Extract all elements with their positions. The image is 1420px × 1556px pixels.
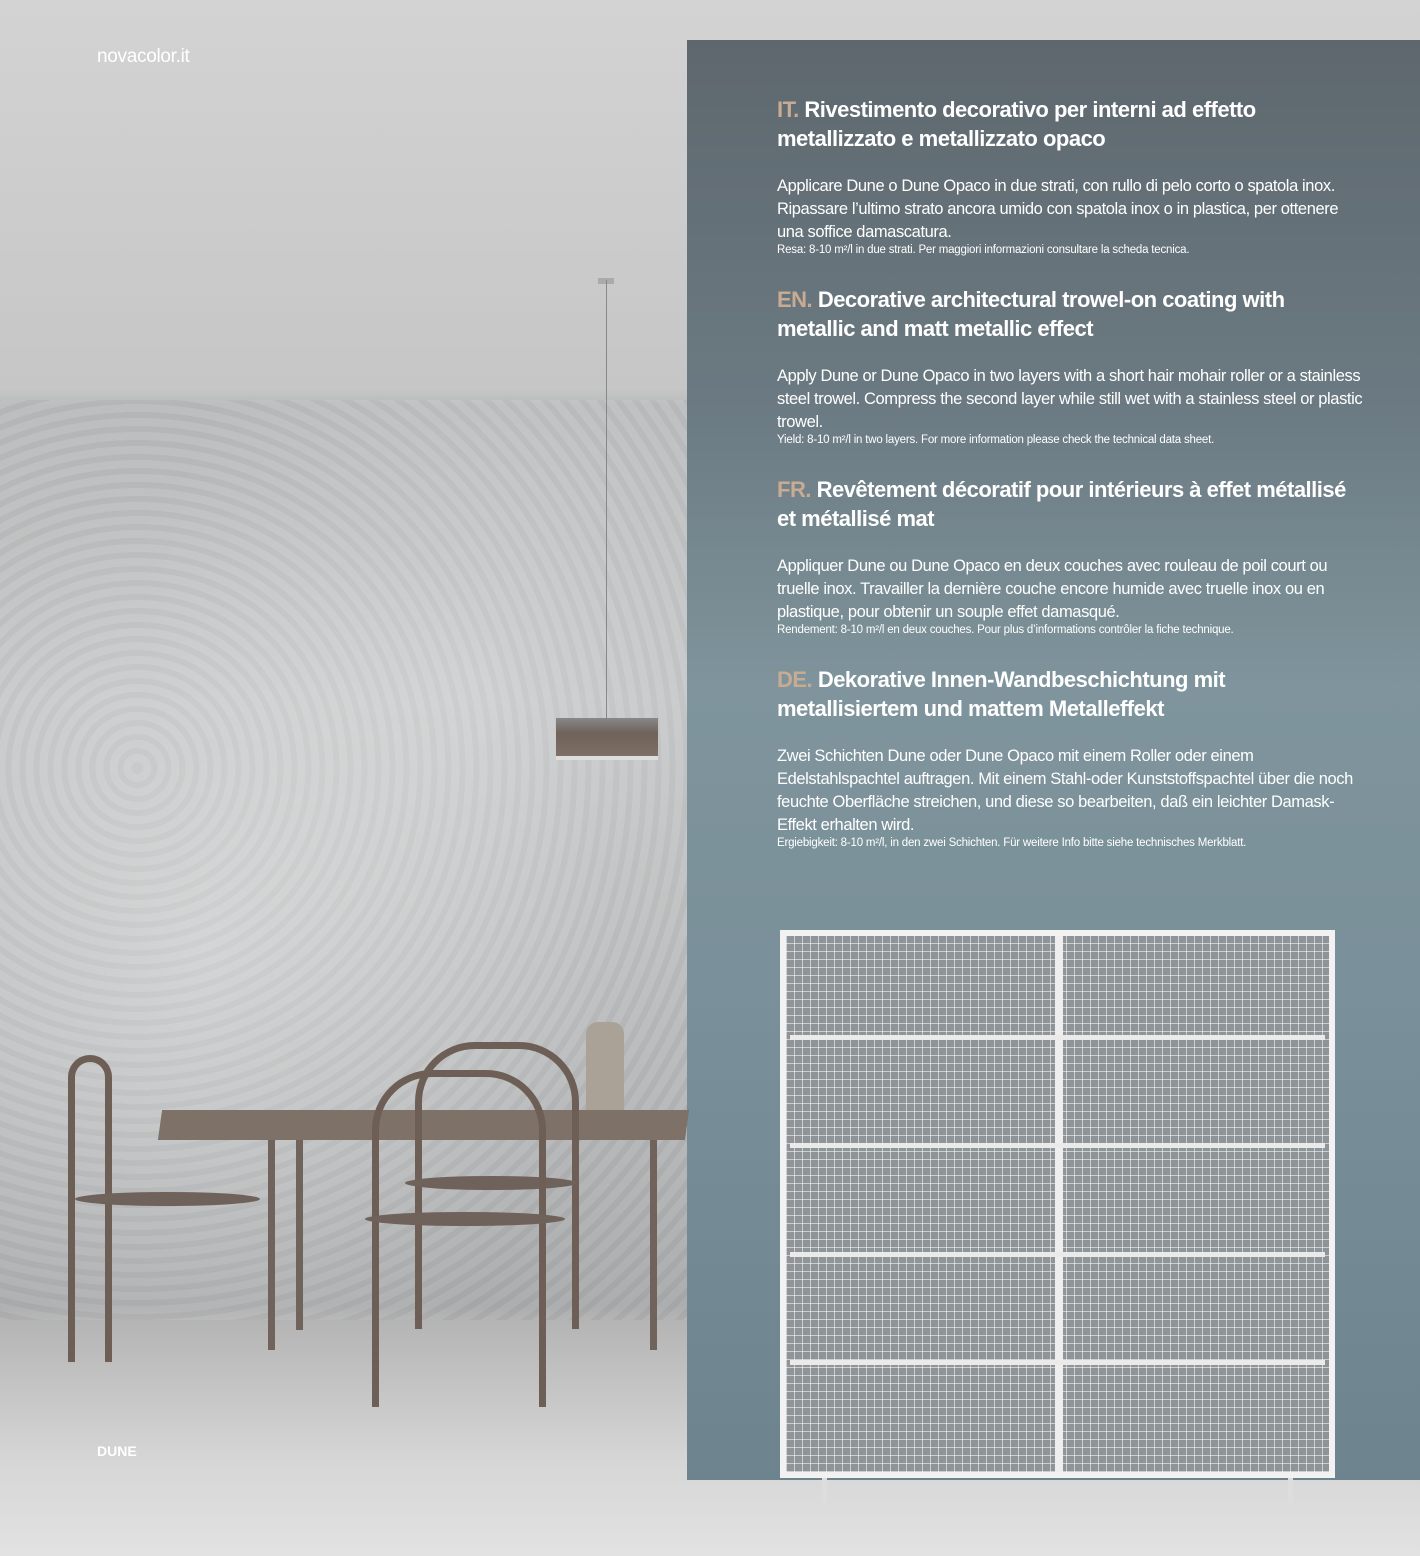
cabinet-shelf <box>790 1360 1325 1365</box>
cabinet-door-divider <box>1055 936 1063 1472</box>
section-note: Yield: 8-10 m²/l in two layers. For more information please check the technical data sheet. <box>777 434 1215 446</box>
table-leg <box>268 1140 275 1350</box>
section-body: Applicare Dune o Dune Opaco in due strati, con rullo di pelo corto o spatola inox. Ripassare l’ultimo strato ancora umido con spatola inox o in plastica, per ottenere una soffice damascatura. <box>777 177 1339 241</box>
site-url: novacolor.it <box>97 46 190 67</box>
section-title: DE. Dekorative Innen-Wandbeschichtung mit metallisiertem und mattem Metalleffekt <box>777 667 1226 721</box>
language-code: IT. <box>777 97 799 122</box>
pendant-lamp <box>556 718 658 760</box>
section-fr <box>777 475 1367 637</box>
cabinet-shelf <box>790 1252 1325 1257</box>
cabinet-shelf <box>790 1143 1325 1148</box>
section-note: Rendement: 8-10 m²/l en deux couches. Pour plus d’informations contrôler la fiche technique. <box>777 624 1234 636</box>
section-body: Apply Dune or Dune Opaco in two layers with a short hair mohair roller or a stainless steel trowel. Compress the second layer while still wet with a stainless steel or plastic trowel. <box>777 367 1363 431</box>
section-body: Appliquer Dune ou Dune Opaco en deux couches avec rouleau de poil court ou truelle inox. Travailler la dernière couche encore humide avec truelle inox ou en plastique, pour obtenir un souple effet damasqué. <box>777 557 1328 621</box>
section-title: IT. Rivestimento decorativo per interni ad effetto metallizzato e metallizzato opaco <box>777 97 1256 151</box>
chair <box>68 1055 112 1362</box>
cabinet-foot <box>822 1478 827 1508</box>
section-note: Resa: 8-10 m²/l in due strati. Per maggiori informazioni consultare la scheda tecnica. <box>777 244 1190 256</box>
chair-seat <box>365 1212 565 1226</box>
cabinet-shelf <box>790 1035 1325 1040</box>
language-code: FR. <box>777 477 811 502</box>
table-leg <box>650 1140 657 1350</box>
chair <box>372 1070 546 1407</box>
language-code: DE. <box>777 667 813 692</box>
section-title: FR. Revêtement décoratif pour intérieurs à effet métallisé et métallisé mat <box>777 477 1346 531</box>
chair-seat <box>75 1192 260 1206</box>
product-name: DUNE <box>97 1443 137 1459</box>
cabinet-foot <box>1288 1478 1293 1508</box>
language-code: EN. <box>777 287 813 312</box>
section-en <box>777 285 1367 447</box>
vase <box>586 1022 624 1120</box>
section-note: Ergiebigkeit: 8-10 m²/l, in den zwei Schichten. Für weitere Info bitte siehe technisches Merkblatt. <box>777 837 1247 849</box>
section-body: Zwei Schichten Dune oder Dune Opaco mit einem Roller oder einem Edelstahlspachtel auftragen. Mit einem Stahl-oder Kunststoffspachtel über die noch feuchte Oberfläche streichen, und diese so bearbeiten, daß ein leichter Damask-Effekt erhalten wird. <box>777 747 1353 834</box>
table-leg <box>296 1140 303 1330</box>
section-it <box>777 95 1367 257</box>
lamp-cord <box>606 280 607 720</box>
section-de <box>777 665 1367 850</box>
section-title: EN. Decorative architectural trowel-on coating with metallic and matt metallic effect <box>777 287 1285 341</box>
